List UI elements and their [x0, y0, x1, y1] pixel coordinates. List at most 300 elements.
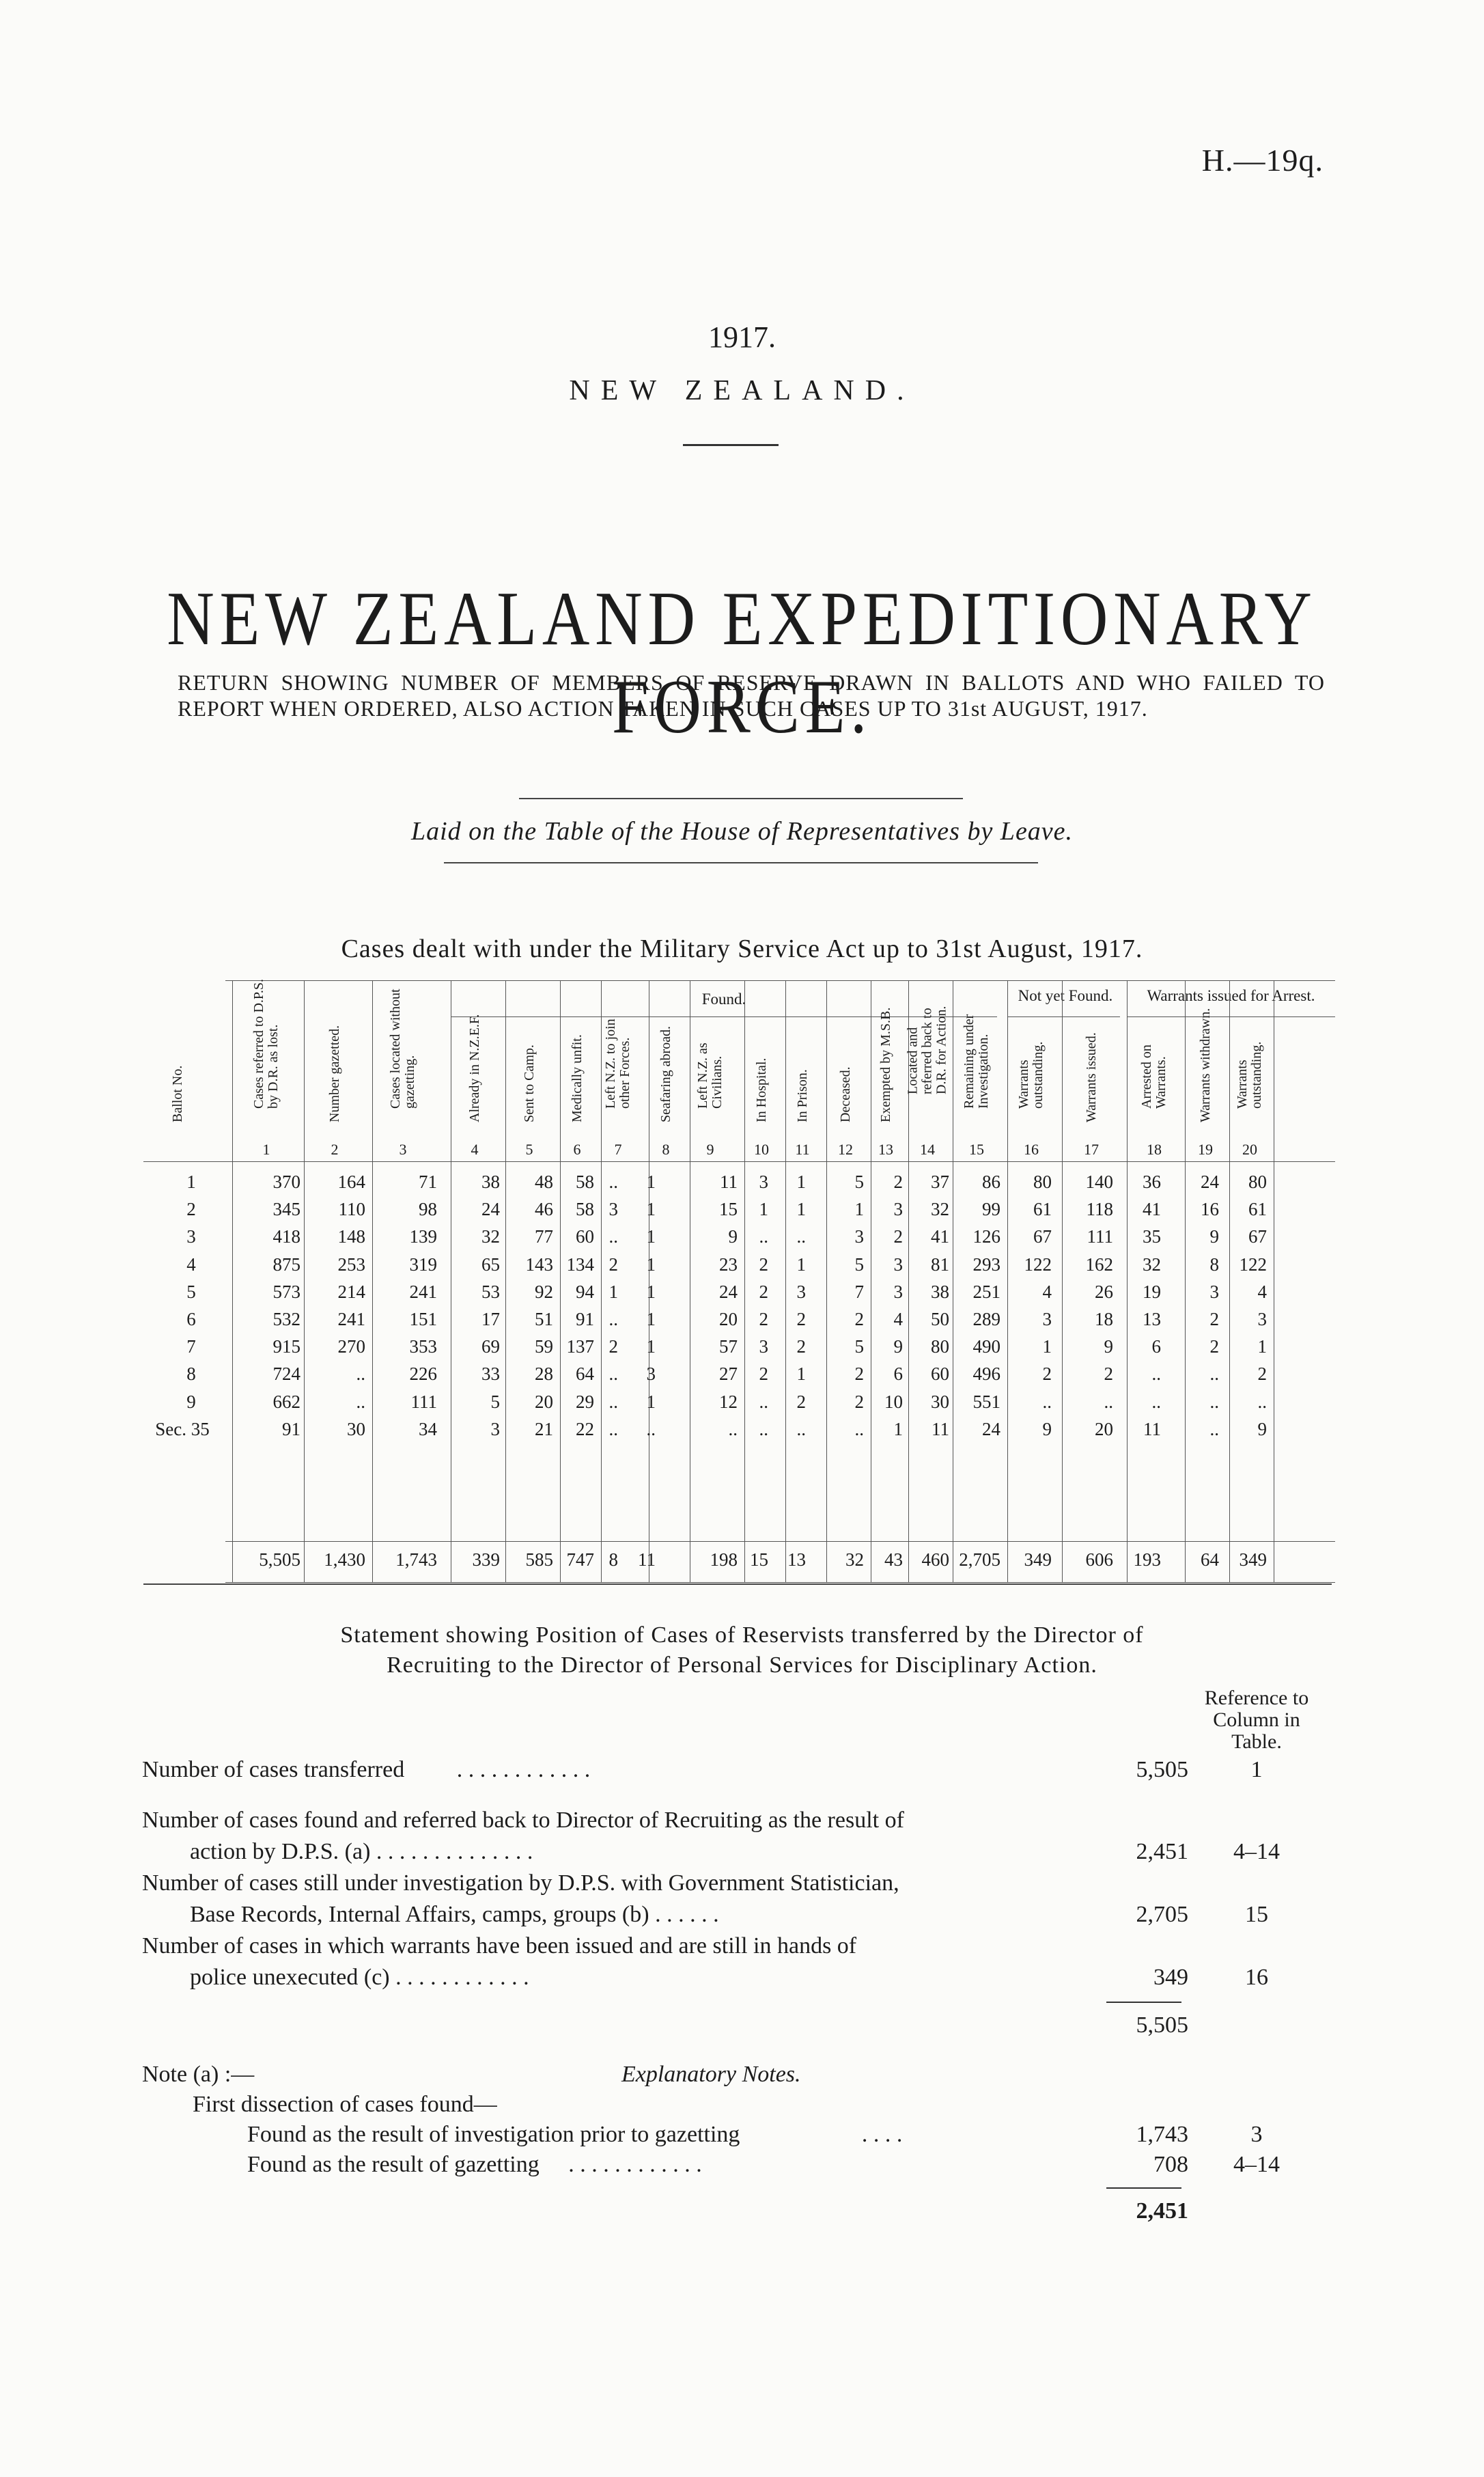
table-cell: 11 — [720, 1172, 738, 1192]
table-cell: 2 — [759, 1364, 768, 1385]
table-cell: 77 — [535, 1226, 553, 1247]
table-cell: .. — [1151, 1364, 1161, 1385]
table-cell: 1 — [646, 1336, 656, 1357]
column-number: 4 — [471, 1141, 479, 1158]
total-cell: 460 — [921, 1549, 949, 1570]
table-cell: 19 — [1143, 1281, 1161, 1302]
table-cell: 2 — [796, 1391, 806, 1412]
table-cell: .. — [356, 1391, 365, 1412]
table-cell: 57 — [719, 1336, 738, 1357]
table-cell: 6 — [1151, 1336, 1161, 1357]
total-cell: 13 — [787, 1549, 806, 1570]
table-cell: .. — [796, 1418, 806, 1439]
table-cell: 61 — [1248, 1199, 1267, 1220]
table-cell: 143 — [525, 1254, 553, 1275]
statement-title-line2: Recruiting to the Director of Personal Services for Disciplinary Action. — [387, 1652, 1097, 1678]
ballot-number: 8 — [186, 1364, 196, 1385]
table-cell: 2 — [854, 1391, 864, 1412]
statement-line-cont: police unexecuted (c) . . . . . . . . . . . . — [190, 1965, 529, 1990]
total-cell: 15 — [750, 1549, 768, 1570]
table-cell: .. — [854, 1418, 864, 1439]
column-header-label: Cases located without gazetting. — [388, 988, 417, 1109]
table-cell: 122 — [1024, 1254, 1052, 1275]
table-cell: 241 — [337, 1309, 365, 1329]
table-cell: 662 — [272, 1391, 300, 1412]
table-cell: 17 — [481, 1309, 500, 1329]
ballot-number: 4 — [186, 1254, 196, 1275]
table-cell: .. — [1257, 1391, 1267, 1412]
column-header — [1188, 1008, 1222, 1137]
table-cell: 15 — [719, 1199, 738, 1220]
table-cell: 345 — [272, 1199, 300, 1220]
table-cell: 724 — [272, 1364, 300, 1385]
statement-value: 2,451 — [1136, 1839, 1188, 1864]
table-cell: 5 — [490, 1391, 500, 1412]
column-header-label: Left N.Z. as Civilians. — [695, 1042, 725, 1109]
table-cell: 65 — [481, 1254, 500, 1275]
column-number: 10 — [754, 1141, 769, 1158]
year: 1917. — [708, 320, 776, 354]
table-cell: 20 — [1095, 1418, 1113, 1439]
sub-value: 1,743 — [1136, 2122, 1188, 2147]
table-cell: 1 — [646, 1281, 656, 1302]
table-cell: 34 — [419, 1418, 437, 1439]
table-cell: .. — [608, 1418, 618, 1439]
table-cell: 41 — [1143, 1199, 1161, 1220]
table-cell: 91 — [576, 1309, 594, 1329]
table-cell: 60 — [576, 1226, 594, 1247]
table-cell: 162 — [1085, 1254, 1113, 1275]
table-cell: 9 — [1104, 1336, 1113, 1357]
table-cell: .. — [1042, 1391, 1052, 1412]
column-header — [785, 1028, 820, 1137]
table-cell: 2 — [759, 1254, 768, 1275]
table-cell: 80 — [1248, 1172, 1267, 1192]
table-cell: 3 — [893, 1281, 903, 1302]
table-cell: .. — [728, 1418, 738, 1439]
column-number: 1 — [262, 1141, 270, 1158]
table-cell: 1 — [646, 1391, 656, 1412]
table-cell: 16 — [1201, 1199, 1219, 1220]
column-number: 7 — [614, 1141, 622, 1158]
table-cell: 1 — [854, 1199, 864, 1220]
table-cell: .. — [1209, 1418, 1219, 1439]
table-cell: 12 — [719, 1391, 738, 1412]
table-cell: .. — [759, 1391, 768, 1412]
table-cell: 319 — [409, 1254, 437, 1275]
column-header-label: Warrants outstanding. — [1235, 1041, 1264, 1109]
column-header-label: Medically unfit. — [570, 1034, 585, 1122]
table-cell: 51 — [535, 1309, 553, 1329]
table-cell: 58 — [576, 1172, 594, 1192]
column-header — [458, 1014, 492, 1137]
table-cell: 30 — [347, 1418, 365, 1439]
total-cell: 606 — [1085, 1549, 1113, 1570]
column-header — [512, 1028, 546, 1137]
column-header-label: Already in N.Z.E.F. — [467, 1014, 482, 1122]
table-cell: 71 — [419, 1172, 437, 1192]
table-cell: 3 — [893, 1199, 903, 1220]
table-cell: 4 — [1042, 1281, 1052, 1302]
table-cell: 21 — [535, 1418, 553, 1439]
total-cell: 1,743 — [395, 1549, 437, 1570]
table-cell: 1 — [646, 1172, 656, 1192]
column-header — [318, 1025, 352, 1137]
table-cell: 80 — [1033, 1172, 1052, 1192]
table-cell: 1 — [1042, 1336, 1052, 1357]
column-header — [249, 979, 283, 1137]
table-cell: 32 — [1143, 1254, 1161, 1275]
table-cell: 214 — [337, 1281, 365, 1302]
sub-ref: 3 — [1250, 2122, 1263, 2147]
table-cell: 2 — [1209, 1336, 1219, 1357]
table-cell: 2 — [759, 1309, 768, 1329]
table-cell: 2 — [1104, 1364, 1113, 1385]
table-cell: 2 — [796, 1309, 806, 1329]
table-cell: 59 — [535, 1336, 553, 1357]
column-number: 6 — [573, 1141, 581, 1158]
total-cell: 349 — [1024, 1549, 1052, 1570]
table-cell: 24 — [982, 1418, 1000, 1439]
note-label: Note (a) :— — [142, 2062, 255, 2087]
table-cell: 2 — [893, 1226, 903, 1247]
table-cell: 134 — [566, 1254, 594, 1275]
table-cell: 9 — [728, 1226, 738, 1247]
table-cell: 551 — [972, 1391, 1000, 1412]
table-cell: 28 — [535, 1364, 553, 1385]
sum-rule — [1106, 2187, 1181, 2189]
table-cell: 2 — [893, 1172, 903, 1192]
table-cell: .. — [1151, 1391, 1161, 1412]
table-cell: 29 — [576, 1391, 594, 1412]
table-cell: 2 — [854, 1364, 864, 1385]
table-cell: 11 — [932, 1418, 949, 1439]
table-cell: 94 — [576, 1281, 594, 1302]
statement-line: Number of cases in which warrants have been issued and are still in hands of — [142, 1933, 857, 1959]
column-header-label: Warrants outstanding. — [1016, 1041, 1046, 1109]
column-number: 17 — [1084, 1141, 1099, 1158]
table-cell: 50 — [931, 1309, 949, 1329]
table-cell: 5 — [854, 1172, 864, 1192]
total-cell: 349 — [1239, 1549, 1267, 1570]
table-cell: 86 — [982, 1172, 1000, 1192]
table-cell: 353 — [409, 1336, 437, 1357]
table-cell: .. — [608, 1172, 618, 1192]
total-cell: 43 — [884, 1549, 903, 1570]
table-cell: 532 — [272, 1309, 300, 1329]
total-cell: 2,705 — [959, 1549, 1000, 1570]
table-cell: 253 — [337, 1254, 365, 1275]
column-header-label: Warrants withdrawn. — [1198, 1008, 1213, 1122]
table-cell: 3 — [646, 1364, 656, 1385]
table-cell: .. — [796, 1226, 806, 1247]
table-cell: 7 — [854, 1281, 864, 1302]
table-cell: 2 — [608, 1336, 618, 1357]
column-header-label: Deceased. — [838, 1066, 853, 1122]
table-cell: 99 — [982, 1199, 1000, 1220]
column-number: 16 — [1024, 1141, 1039, 1158]
statement-line: Number of cases transferred . . . . . . . . . . . . — [142, 1757, 591, 1782]
statement-value: 5,505 — [1136, 1757, 1188, 1782]
reference-column-header: Reference to Column in Table. — [1204, 1687, 1309, 1753]
column-header — [828, 1028, 863, 1137]
total-cell: 339 — [472, 1549, 500, 1570]
table-cell: 1 — [796, 1199, 806, 1220]
table-cell: 53 — [481, 1281, 500, 1302]
table-cell: 9 — [1209, 1226, 1219, 1247]
statement-ref: 16 — [1245, 1965, 1268, 1990]
statement-line: Number of cases found and referred back to Director of Recruiting as the result of — [142, 1808, 904, 1833]
column-header-label: Sent to Camp. — [522, 1044, 537, 1122]
table-cell: 20 — [535, 1391, 553, 1412]
column-header — [386, 987, 420, 1137]
table-cell: 26 — [1095, 1281, 1113, 1302]
table-cell: 4 — [1257, 1281, 1267, 1302]
divider — [143, 1583, 1332, 1585]
table-cell: 1 — [893, 1418, 903, 1439]
table-cell: 915 — [272, 1336, 300, 1357]
table-cell: 2 — [854, 1309, 864, 1329]
statement-line-cont: action by D.P.S. (a) . . . . . . . . . . . . . . — [190, 1839, 533, 1864]
table-cell: 1 — [646, 1254, 656, 1275]
total-cell: 747 — [566, 1549, 594, 1570]
divider — [444, 862, 1038, 863]
table-cell: 41 — [931, 1226, 949, 1247]
column-header-label: Left N.Z. to join other Forces. — [603, 1019, 632, 1109]
first-dissection: First dissection of cases found— — [193, 2092, 497, 2117]
table-cell: 496 — [972, 1364, 1000, 1385]
ballot-number: 6 — [186, 1309, 196, 1329]
column-header-label: Cases referred to D.P.S. by D.R. as lost. — [251, 979, 281, 1109]
total-cell: 5,505 — [259, 1549, 300, 1570]
total-cell: 64 — [1201, 1549, 1219, 1570]
group-not-yet-found: Not yet Found. — [1018, 987, 1113, 1004]
column-number: 14 — [920, 1141, 935, 1158]
table-cell: 5 — [854, 1254, 864, 1275]
table-cell: 36 — [1143, 1172, 1161, 1192]
table-cell: 35 — [1143, 1226, 1161, 1247]
table-cell: 81 — [931, 1254, 949, 1275]
table-cell: 2 — [796, 1336, 806, 1357]
table-cell: 10 — [884, 1391, 903, 1412]
table-cell: 33 — [481, 1364, 500, 1385]
column-header-label: Warrants issued. — [1084, 1032, 1099, 1122]
statement-line-cont: Base Records, Internal Affairs, camps, groups (b) . . . . . . — [190, 1902, 719, 1927]
country: NEW ZEALAND. — [569, 375, 915, 406]
table-cell: 9 — [1257, 1418, 1267, 1439]
table-cell: 875 — [272, 1254, 300, 1275]
table-cell: 8 — [1209, 1254, 1219, 1275]
table-cell: 3 — [1209, 1281, 1219, 1302]
table-cell: 38 — [481, 1172, 500, 1192]
table-cell: 92 — [535, 1281, 553, 1302]
table-cell: 48 — [535, 1172, 553, 1192]
table-cell: 67 — [1248, 1226, 1267, 1247]
ballot-number: 1 — [186, 1172, 196, 1192]
explanatory-notes-heading: Explanatory Notes. — [621, 2062, 801, 2087]
total-cell: 193 — [1133, 1549, 1161, 1570]
table-cell: 3 — [796, 1281, 806, 1302]
table-cell: 1 — [796, 1364, 806, 1385]
table-cell: 9 — [1042, 1418, 1052, 1439]
table-cell: .. — [608, 1226, 618, 1247]
column-header — [905, 1006, 949, 1137]
sub-ref: 4–14 — [1233, 2152, 1280, 2177]
table-cell: 18 — [1095, 1309, 1113, 1329]
statement-ref: 15 — [1245, 1902, 1268, 1927]
sub-line: Found as the result of investigation prior to gazetting . . . . — [247, 2122, 903, 2147]
table-cell: 3 — [893, 1254, 903, 1275]
table-cell: 91 — [282, 1418, 300, 1439]
table-cell: 3 — [1042, 1309, 1052, 1329]
column-number: 8 — [662, 1141, 670, 1158]
table-cell: 80 — [931, 1336, 949, 1357]
table-cell: 226 — [409, 1364, 437, 1385]
table-cell: 122 — [1239, 1254, 1267, 1275]
column-number: 11 — [795, 1141, 810, 1158]
total-cell: 8 — [608, 1549, 618, 1570]
statement-ref: 1 — [1250, 1757, 1263, 1782]
page-title: NEW ZEALAND EXPEDITIONARY FORCE. — [167, 577, 1317, 749]
column-header-label: Remaining under Investigation. — [962, 1014, 991, 1109]
table-cell: 64 — [576, 1364, 594, 1385]
table-cell: 289 — [972, 1309, 1000, 1329]
table-cell: 1 — [1257, 1336, 1267, 1357]
table-cell: 118 — [1086, 1199, 1113, 1220]
column-number: 19 — [1198, 1141, 1213, 1158]
table-cell: 270 — [337, 1336, 365, 1357]
table-cell: 2 — [1209, 1309, 1219, 1329]
column-header — [560, 1028, 594, 1137]
column-number: 13 — [878, 1141, 893, 1158]
column-header — [1014, 1028, 1048, 1137]
laid-note: Laid on the Table of the House of Representatives by Leave. — [410, 817, 1074, 846]
table-caption: Cases dealt with under the Military Service Act up to 31st August, 1917. — [341, 935, 1143, 963]
total-cell: 585 — [525, 1549, 553, 1570]
table-cell: .. — [608, 1309, 618, 1329]
column-number: 18 — [1147, 1141, 1162, 1158]
table-cell: 3 — [608, 1199, 618, 1220]
sub-value: 708 — [1153, 2152, 1188, 2177]
table-cell: 1 — [646, 1226, 656, 1247]
column-header — [601, 1019, 635, 1137]
column-header-label: Located and referred back to D.R. for Action. — [905, 1006, 949, 1094]
table-cell: .. — [646, 1418, 656, 1439]
table-cell: 61 — [1033, 1199, 1052, 1220]
ballot-number: 9 — [186, 1391, 196, 1412]
statement-title-line1: Statement showing Position of Cases of Reservists transferred by the Director of — [340, 1622, 1144, 1648]
column-header — [1137, 1028, 1171, 1137]
ballot-number: 5 — [186, 1281, 196, 1302]
table-cell: 3 — [490, 1418, 500, 1439]
table-cell: 139 — [409, 1226, 437, 1247]
table-cell: 1 — [646, 1199, 656, 1220]
table-cell: 4 — [893, 1309, 903, 1329]
table-cell: 241 — [409, 1281, 437, 1302]
column-header — [869, 1007, 903, 1137]
table-cell: 3 — [759, 1172, 768, 1192]
statement-value: 349 — [1153, 1965, 1188, 1990]
column-header — [1074, 1028, 1108, 1137]
table-cell: 38 — [931, 1281, 949, 1302]
table-cell: 1 — [646, 1309, 656, 1329]
statement-value: 2,705 — [1136, 1902, 1188, 1927]
total-cell: 198 — [710, 1549, 738, 1570]
table-cell: 27 — [719, 1364, 738, 1385]
divider — [519, 798, 963, 799]
column-header-label: Number gazetted. — [327, 1025, 342, 1122]
column-number: 9 — [706, 1141, 714, 1158]
table-cell: .. — [1209, 1364, 1219, 1385]
table-cell: 2 — [759, 1281, 768, 1302]
column-header — [744, 1028, 779, 1137]
table-cell: .. — [356, 1364, 365, 1385]
column-header — [693, 1028, 727, 1137]
table-cell: .. — [759, 1226, 768, 1247]
table-cell: 1 — [608, 1281, 618, 1302]
paper-code: H.—19q. — [1201, 143, 1324, 178]
table-cell: .. — [759, 1418, 768, 1439]
column-number: 5 — [525, 1141, 533, 1158]
column-header — [649, 1025, 683, 1137]
column-number: 15 — [969, 1141, 984, 1158]
column-header-label: Arrested on Warrants. — [1139, 1044, 1168, 1109]
sum-rule — [1106, 2002, 1181, 2003]
table-cell: 251 — [972, 1281, 1000, 1302]
table-bottom-rule — [225, 1582, 1335, 1583]
sub-total: 2,451 — [1136, 2198, 1188, 2224]
table-cell: 11 — [1143, 1418, 1161, 1439]
column-header-label: Exempted by M.S.B. — [878, 1007, 893, 1122]
table-cell: 37 — [931, 1172, 949, 1192]
table-cell: .. — [608, 1391, 618, 1412]
column-header — [160, 1028, 195, 1137]
column-header — [1233, 1028, 1267, 1137]
table-cell: 2 — [608, 1254, 618, 1275]
statement-ref: 4–14 — [1233, 1839, 1280, 1864]
table-cell: 24 — [719, 1281, 738, 1302]
table-cell: 370 — [272, 1172, 300, 1192]
table-cell: 6 — [893, 1364, 903, 1385]
table-cell: 69 — [481, 1336, 500, 1357]
table-head-rule — [143, 1161, 1335, 1162]
column-header-label: In Prison. — [795, 1069, 810, 1122]
table-cell: .. — [1104, 1391, 1113, 1412]
table-cell: 3 — [1257, 1309, 1267, 1329]
table-cell: 67 — [1033, 1226, 1052, 1247]
table-cell: 23 — [719, 1254, 738, 1275]
group-found: Found. — [701, 991, 746, 1008]
column-number: 12 — [838, 1141, 853, 1158]
table-cell: 1 — [796, 1172, 806, 1192]
table-cell: 32 — [481, 1226, 500, 1247]
column-number: 2 — [331, 1141, 339, 1158]
total-cell: 1,430 — [324, 1549, 365, 1570]
table-cell: 5 — [854, 1336, 864, 1357]
ballot-number: 7 — [186, 1336, 196, 1357]
divider — [683, 444, 779, 446]
table-cell: 293 — [972, 1254, 1000, 1275]
table-cell: 126 — [972, 1226, 1000, 1247]
ballot-number: Sec. 35 — [155, 1418, 210, 1439]
table-cell: 13 — [1143, 1309, 1161, 1329]
group-warrants: Warrants issued for Arrest. — [1147, 987, 1315, 1004]
table-cell: 24 — [1201, 1172, 1219, 1192]
column-header-label: In Hospital. — [754, 1057, 769, 1122]
table-cell: 3 — [854, 1226, 864, 1247]
column-header-label: Seafaring abroad. — [658, 1025, 673, 1122]
table-cell: 3 — [759, 1336, 768, 1357]
